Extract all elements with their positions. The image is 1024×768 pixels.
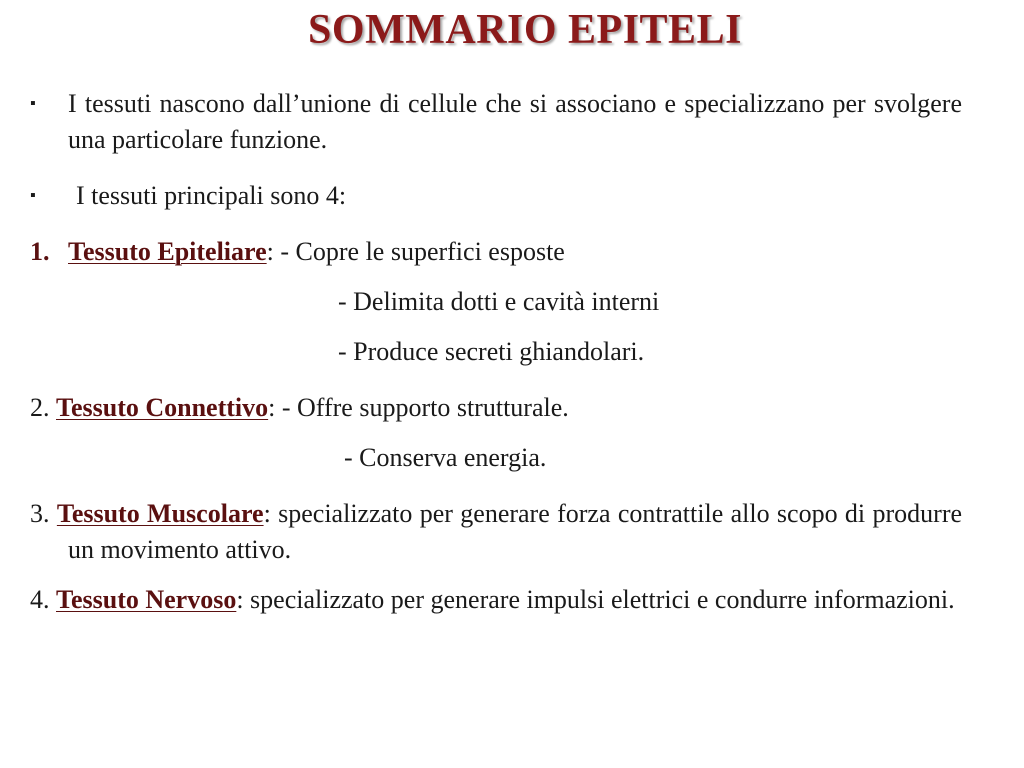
bullet-marker: ▪ bbox=[30, 95, 36, 112]
tissue-number: 1. bbox=[30, 237, 50, 266]
bullet-item bbox=[30, 178, 962, 214]
tissue-number: 2. bbox=[30, 393, 50, 422]
bullet-text: I tessuti principali sono 4: bbox=[76, 181, 347, 210]
tissue-description: : - Copre le superfici esposte bbox=[266, 237, 565, 266]
bullet-text: I tessuti nascono dall’unione di cellule che si associano e specializzano per svolgere una particolare funzione. bbox=[68, 89, 962, 154]
tissue-description: : specializzato per generare impulsi elettrici e condurre informazioni. bbox=[236, 585, 955, 614]
tissue-item bbox=[30, 496, 962, 568]
tissue-name: Tessuto Connettivo bbox=[56, 393, 269, 422]
tissue-continuation: - Delimita dotti e cavità interni bbox=[338, 287, 660, 316]
bullet-item bbox=[30, 86, 962, 158]
slide-title: SOMMARIO EPITELI bbox=[308, 7, 742, 53]
tissue-continuation: - Conserva energia. bbox=[344, 443, 547, 472]
tissue-item bbox=[30, 582, 962, 618]
tissue-description: : - Offre supporto strutturale. bbox=[268, 393, 569, 422]
tissue-item bbox=[30, 234, 962, 270]
tissue-continuation: - Produce secreti ghiandolari. bbox=[338, 337, 645, 366]
tissue-name: Tessuto Muscolare bbox=[56, 499, 264, 528]
tissue-description: : specializzato per generare forza contrattile allo scopo di produrre un movimento attivo. bbox=[68, 499, 963, 564]
tissue-item bbox=[30, 390, 962, 426]
slide-content bbox=[30, 86, 962, 618]
bullet-marker: ▪ bbox=[30, 187, 36, 204]
tissue-name: Tessuto Nervoso bbox=[56, 585, 237, 614]
tissue-number: 4. bbox=[30, 585, 50, 614]
tissue-number: 3. bbox=[30, 499, 50, 528]
tissue-name: Tessuto Epiteliare bbox=[68, 237, 267, 266]
